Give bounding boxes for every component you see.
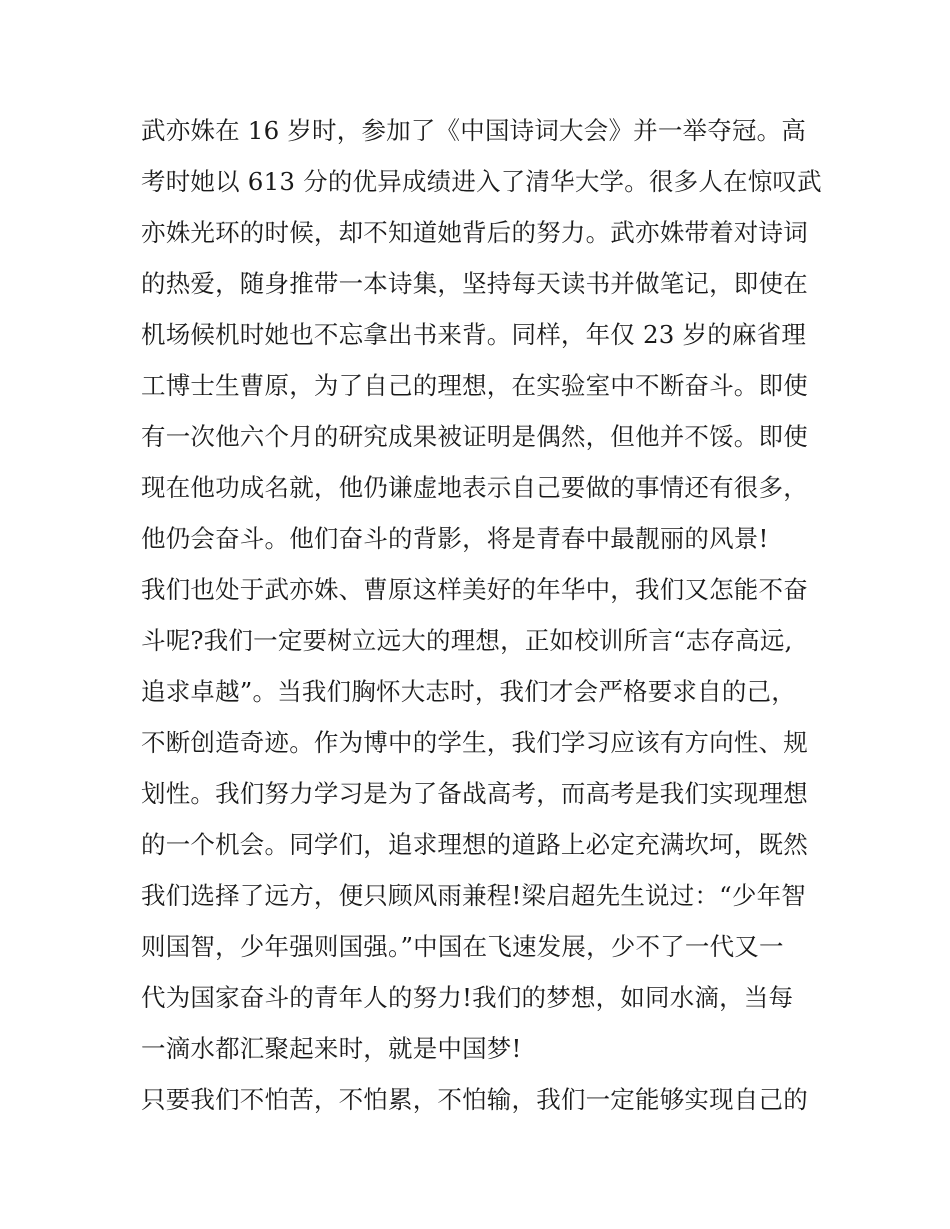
- text-line: 则国智，少年强则国强。”中国在飞速发展，少不了一代又一: [141, 932, 784, 961]
- essay-body: [141, 105, 821, 1125]
- text-line: 代为国家奋斗的青年人的努力!我们的梦想，如同水滴，当每: [141, 983, 794, 1012]
- text-line: 他仍会奋斗。他们奋斗的背影，将是青春中最靓丽的风景!: [141, 524, 769, 553]
- text-line: 我们选择了远方，便只顾风雨兼程!梁启超先生说过：“少年智: [141, 881, 806, 910]
- text-line: 的一个机会。同学们，追求理想的道路上必定充满坎坷，既然: [141, 830, 808, 859]
- text-line: 有一次他六个月的研究成果被证明是偶然，但他并不馁。即使: [141, 422, 808, 451]
- text-line: 不断创造奇迹。作为博中的学生，我们学习应该有方向性、规: [141, 728, 808, 757]
- text-line: 工博士生曹原，为了自己的理想，在实验室中不断奋斗。即使: [141, 371, 808, 400]
- text-line: 一滴水都汇聚起来时，就是中国梦!: [141, 1034, 522, 1063]
- text-line: 现在他功成名就，他仍谦虚地表示自己要做的事情还有很多，: [141, 473, 808, 502]
- text-line: 的热爱，随身推带一本诗集，坚持每天读书并做笔记，即使在: [141, 269, 808, 298]
- text-line: 考时她以 613 分的优异成绩进入了清华大学。很多人在惊叹武: [141, 167, 822, 196]
- text-line: 我们也处于武亦姝、曹原这样美好的年华中，我们又怎能不奋: [141, 575, 808, 604]
- text-line: 划性。我们努力学习是为了备战高考，而高考是我们实现理想: [141, 779, 808, 808]
- text-line: 亦姝光环的时候，却不知道她背后的努力。武亦姝带着对诗词: [141, 218, 808, 247]
- text-line: 武亦姝在 16 岁时，参加了《中国诗词大会》并一举夺冠。高: [141, 116, 807, 145]
- text-line: 追求卓越”。当我们胸怀大志时，我们才会严格要求自的己，: [141, 677, 796, 706]
- text-line: 斗呢?我们一定要树立远大的理想，正如校训所言“志存高远,: [141, 626, 793, 655]
- text-line: 只要我们不怕苦，不怕累，不怕输，我们一定能够实现自己的: [141, 1085, 808, 1114]
- text-line: 机场候机时她也不忘拿出书来背。同样，年仅 23 岁的麻省理: [141, 320, 807, 349]
